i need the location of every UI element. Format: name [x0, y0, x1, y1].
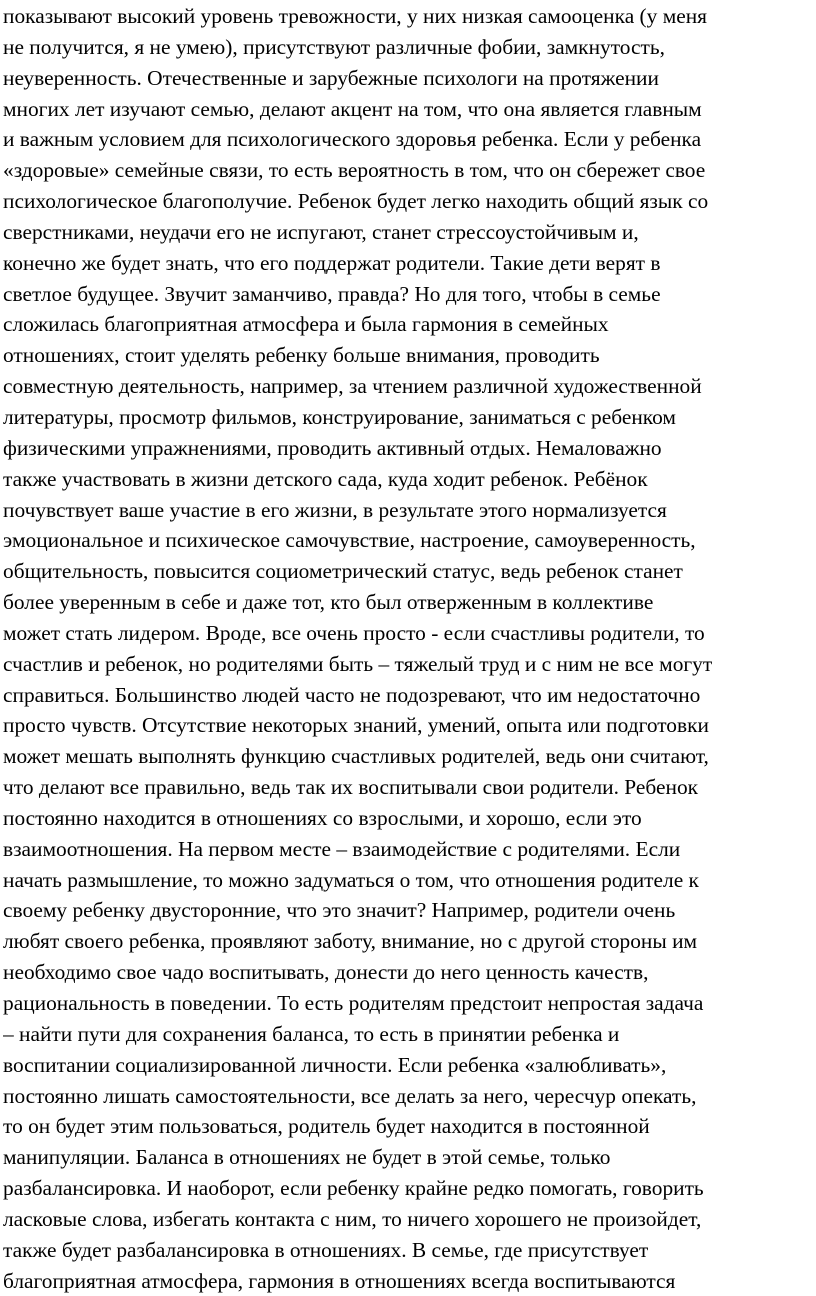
text-line-10: светлое будущее. Звучит заманчиво, правда? Но для того, чтобы в семье [3, 281, 661, 306]
text-line-7: психологическое благополучие. Ребенок будет легко находить общий язык со [3, 189, 709, 214]
text-line-5: и важным условием для психологического здоровья ребенка. Если у ребенка [3, 127, 702, 152]
text-line-8: сверстниками, неудачи его не испугают, станет стрессоустойчивым и, [3, 219, 639, 244]
text-line-24: просто чувств. Отсутствие некоторых знаний, умений, опыта или подготовки [3, 713, 709, 738]
text-line-23: справиться. Большинство людей часто не подозревают, что им недостаточно [3, 682, 701, 707]
text-line-32: необходимо свое чадо воспитывать, донести до него ценность качеств, [3, 960, 649, 985]
text-line-37: то он будет этим пользоваться, родитель будет находится в постоянной [3, 1114, 650, 1139]
text-line-28: взаимоотношения. На первом месте – взаимодействие с родителями. Если [3, 836, 681, 861]
text-line-26: что делают все правильно, ведь так их воспитывали свои родители. Ребенок [3, 775, 699, 800]
text-line-27: постоянно находится в отношениях со взрослыми, и хорошо, если это [3, 805, 642, 830]
text-line-19: общительность, повысится социометрический статус, ведь ребенок станет [3, 559, 683, 584]
text-line-42: благоприятная атмосфера, гармония в отношениях всегда воспитываются [3, 1268, 676, 1293]
text-line-15: физическими упражнениями, проводить активный отдых. Немаловажно [3, 435, 662, 460]
body-text [3, 1, 815, 1296]
text-line-17: почувствует ваше участие в его жизни, в результате этого нормализуется [3, 497, 667, 522]
text-line-18: эмоциональное и психическое самочувствие, настроение, самоуверенность, [3, 528, 696, 553]
text-line-11: сложилась благоприятная атмосфера и была гармония в семейных [3, 312, 609, 337]
text-line-39: разбалансировка. И наоборот, если ребенку крайне редко помогать, говорить [3, 1176, 704, 1201]
text-line-21: может стать лидером. Вроде, все очень просто - если счастливы родители, то [3, 620, 705, 645]
text-line-41: также будет разбалансировка в отношениях. В семье, где присутствует [3, 1237, 649, 1262]
text-line-14: литературы, просмотр фильмов, конструирование, заниматься с ребенком [3, 404, 676, 429]
text-line-13: совместную деятельность, например, за чтением различной художественной [3, 374, 702, 399]
text-line-20: более уверенным в себе и даже тот, кто был отверженным в коллективе [3, 590, 654, 615]
text-line-22: счастлив и ребенок, но родителями быть – тяжелый труд и с ним не все могут [3, 651, 713, 676]
text-line-38: манипуляции. Баланса в отношениях не будет в этой семье, только [3, 1145, 611, 1170]
text-line-31: любят своего ребенка, проявляют заботу, внимание, но с другой стороны им [3, 929, 698, 954]
text-line-4: многих лет изучают семью, делают акцент на том, что она является главным [3, 96, 702, 121]
text-line-40: ласковые слова, избегать контакта с ним, то ничего хорошего не произойдет, [3, 1206, 702, 1231]
text-line-6: «здоровые» семейные связи, то есть вероятность в том, что он сбережет свое [3, 158, 706, 183]
text-line-16: также участвовать в жизни детского сада, куда ходит ребенок. Ребёнок [3, 466, 648, 491]
text-line-3: неуверенность. Отечественные и зарубежные психологи на протяжении [3, 65, 659, 90]
text-line-35: воспитании социализированной личности. Если ребенка «залюбливать», [3, 1052, 667, 1077]
text-line-34: – найти пути для сохранения баланса, то есть в принятии ребенка и [3, 1021, 620, 1046]
text-line-25: может мешать выполнять функцию счастливых родителей, ведь они считают, [3, 744, 709, 769]
text-line-33: рациональность в поведении. То есть родителям предстоит непростая задача [3, 991, 704, 1015]
text-line-29: начать размышление, то можно задуматься о том, что отношения родителе к [3, 867, 699, 892]
text-line-1: показывают высокий уровень тревожности, у них низкая самооценка (у меня [3, 4, 708, 28]
text-line-36: постоянно лишать самостоятельности, все делать за него, чересчур опекать, [3, 1083, 697, 1108]
text-line-2: не получится, я не умею), присутствуют различные фобии, замкнутость, [3, 34, 665, 59]
text-line-9: конечно же будет знать, что его поддержат родители. Такие дети верят в [3, 250, 661, 275]
text-line-12: отношениях, стоит уделять ребенку больше внимания, проводить [3, 343, 600, 368]
text-line-30: своему ребенку двусторонние, что это значит? Например, родители очень [3, 898, 676, 923]
